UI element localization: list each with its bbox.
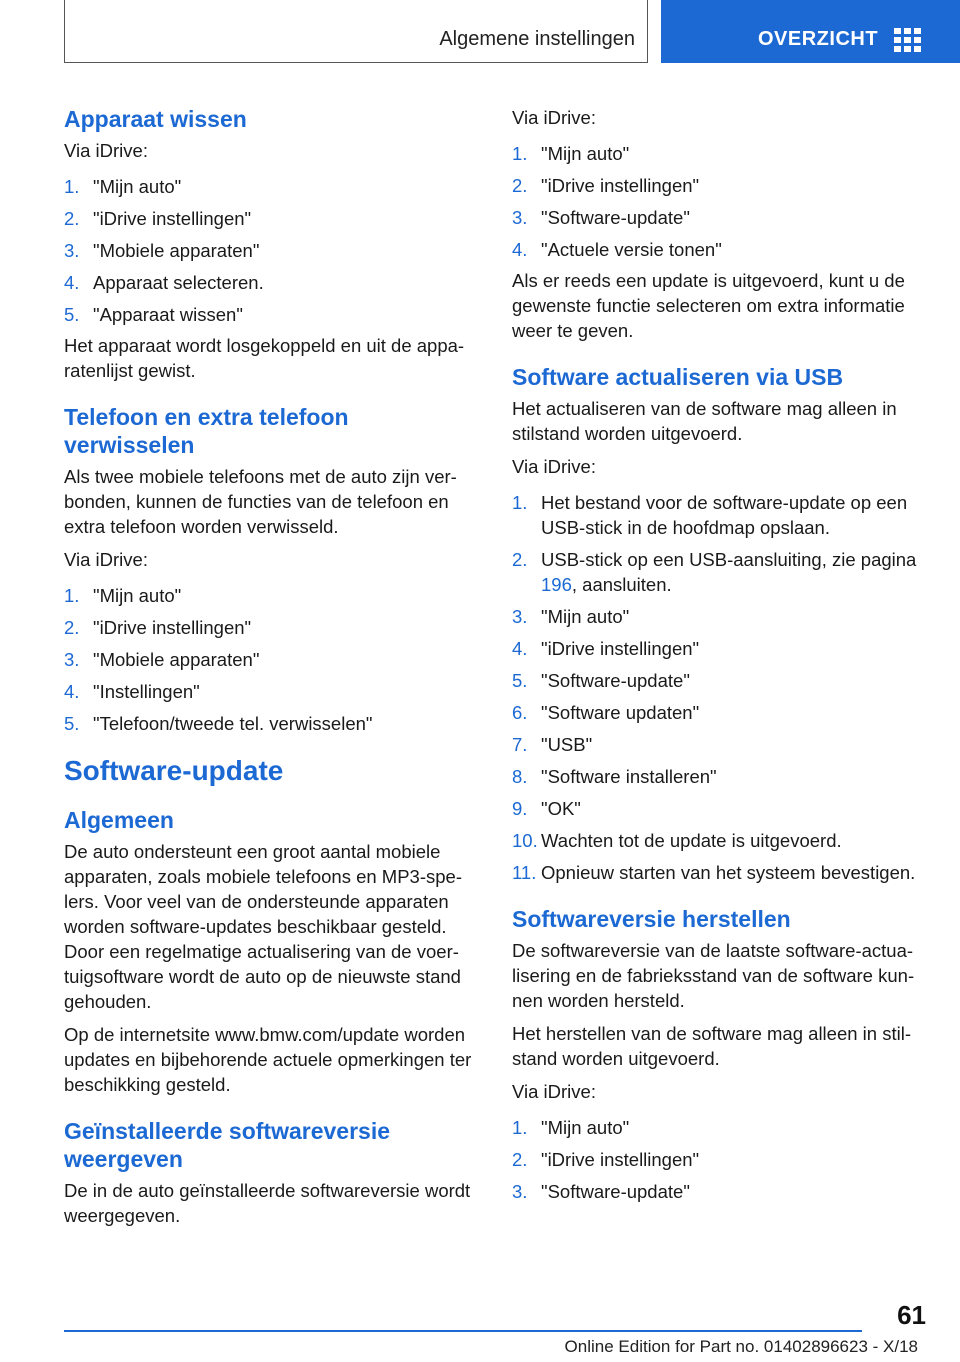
list-item [64, 270, 480, 295]
list-item: 2. USB-stick op een USB-aansluiting, zie pagina 196, aansluiten. [512, 549, 917, 595]
steps-versie-herstellen [512, 1115, 928, 1204]
step-text: "iDrive instellingen" [541, 638, 700, 659]
section-title: Algemene instellingen [439, 28, 635, 50]
step-number: 10. [512, 830, 538, 851]
list-item [64, 206, 480, 231]
step-number: 4. [512, 638, 528, 659]
via-idrive-text: Via iDrive: [64, 140, 148, 161]
list-item [64, 615, 480, 640]
list-item [64, 647, 480, 672]
header-section-tab [64, 0, 648, 63]
step-number: 3. [512, 1181, 528, 1202]
step-text: "Mijn auto" [541, 606, 630, 627]
list-item [512, 1179, 928, 1204]
list-item [64, 174, 480, 199]
step-number: 3. [512, 207, 528, 228]
list-item [512, 1115, 928, 1140]
step-text: Apparaat selecteren. [93, 272, 264, 293]
body-algemeen-2: Op de internetsite www.bmw.com/update worden updates en bijbehorende actuele opmerkingen ter beschikking gesteld. [64, 1024, 472, 1095]
step-text: "Mijn auto" [93, 585, 182, 606]
heading-apparaat-wissen: Apparaat wissen [64, 106, 247, 132]
step-number: 5. [64, 304, 80, 325]
heading-telefoon-verwisselen: Telefoon en extra telefoon verwisselen [64, 404, 349, 458]
via-idrive-text: Via iDrive: [512, 456, 596, 477]
steps-actualiseren-usb [512, 490, 928, 885]
list-item [512, 604, 928, 629]
steps-telefoon-verwisselen [64, 583, 480, 736]
step-number: 7. [512, 734, 528, 755]
list-item [512, 732, 928, 757]
list-item [512, 764, 928, 789]
step-text: "Software-update" [541, 1181, 690, 1202]
via-idrive-text: Via iDrive: [512, 107, 596, 128]
step-text: "USB" [541, 734, 593, 755]
step-text: "Mijn auto" [541, 143, 630, 164]
step-number: 1. [512, 143, 528, 164]
step-number: 1. [64, 176, 80, 197]
body-versie-herstellen-1: De softwareversie van de laatste software-actualisering en de fabrieksstand van de software kunnen worden hersteld. [512, 940, 915, 1011]
step-text: "iDrive instellingen" [541, 175, 700, 196]
footer-divider [64, 1330, 862, 1332]
via-idrive-text: Via iDrive: [64, 549, 148, 570]
footer-edition: Online Edition for Part no. 01402896623 - X/18 [564, 1337, 918, 1356]
list-item [512, 668, 928, 693]
step-text: "iDrive instellingen" [93, 208, 252, 229]
steps-versie-tonen [512, 141, 928, 262]
left-column [64, 100, 480, 1228]
list-item [512, 205, 928, 230]
step-number: 6. [512, 702, 528, 723]
step-text: "OK" [541, 798, 581, 819]
page-link-196[interactable]: 196 [541, 574, 572, 595]
step-number: 3. [512, 606, 528, 627]
step-text: "Apparaat wissen" [93, 304, 243, 325]
step-number: 5. [512, 670, 528, 691]
step-text: Opnieuw starten van het systeem bevestigen. [541, 862, 916, 883]
list-item [64, 679, 480, 704]
step-number: 1. [64, 585, 80, 606]
step-number: 4. [64, 681, 80, 702]
step-number: 2. [64, 617, 80, 638]
step-text: "Software-update" [541, 670, 690, 691]
steps-apparaat-wissen [64, 174, 480, 327]
list-item [64, 238, 480, 263]
step-text: "Mobiele apparaten" [93, 240, 260, 261]
step-text: "Software updaten" [541, 702, 700, 723]
step-text: "Instellingen" [93, 681, 200, 702]
heading-software-update: Software-update [64, 755, 284, 786]
step-number: 1. [512, 1117, 528, 1138]
list-item [64, 302, 480, 327]
grid-icon [894, 28, 922, 52]
heading-versie-herstellen: Softwareversie herstellen [512, 906, 791, 932]
step-text: "Telefoon/tweede tel. verwisselen" [93, 713, 373, 734]
body-telefoon-verwisselen: Als twee mobiele telefoons met de auto zijn verbonden, kunnen de functies van de telefoon en extra telefoon worden verwisseld. [64, 466, 457, 537]
list-item [512, 173, 928, 198]
step-number: 5. [64, 713, 80, 734]
step-number: 4. [64, 272, 80, 293]
list-item [64, 583, 480, 608]
step-text: "iDrive instellingen" [93, 617, 252, 638]
list-item [512, 860, 928, 885]
list-item [512, 700, 928, 725]
list-item [64, 711, 480, 736]
list-item [512, 1147, 928, 1172]
step-number: 2. [512, 1149, 528, 1170]
step-number: 9. [512, 798, 528, 819]
list-item [512, 828, 928, 853]
note-apparaat-wissen: Het apparaat wordt losgekoppeld en uit de apparatenlijst gewist. [64, 335, 465, 381]
body-geinstalleerde-versie: De in de auto geïnstalleerde softwareversie wordt weergegeven. [64, 1180, 471, 1226]
step-number: 4. [512, 239, 528, 260]
body-algemeen-1: De auto ondersteunt een groot aantal mobiele apparaten, zoals mobiele telefoons en MP3-spelers. Voor veel van de ondersteunde apparaten worden software-updates beschikbaar gesteld. Door een regelmatige actualisering van de voertuigsoftware wordt de auto op de nieuwste stand gehouden. [64, 841, 462, 1012]
step-text: "Mobiele apparaten" [93, 649, 260, 670]
body-versie-herstellen-2: Het herstellen van de software mag alleen in stilstand worden uitgevoerd. [512, 1023, 911, 1069]
step-text: "Mijn auto" [93, 176, 182, 197]
step-number: 2. [512, 175, 528, 196]
body-actualiseren-usb: Het actualiseren van de software mag alleen in stilstand worden uitgevoerd. [512, 398, 897, 444]
list-item [512, 141, 928, 166]
heading-geinstalleerde-versie: Geïnstalleerde softwareversie weergeven [64, 1118, 390, 1172]
list-item [512, 237, 928, 262]
step-number: 8. [512, 766, 528, 787]
step-number: 3. [64, 240, 80, 261]
overview-button[interactable] [661, 0, 960, 63]
step-number: 11. [512, 862, 537, 883]
heading-actualiseren-usb: Software actualiseren via USB [512, 364, 844, 390]
step-text: Wachten tot de update is uitgevoerd. [541, 830, 842, 851]
step-text: "iDrive instellingen" [541, 1149, 700, 1170]
page-number: 61 [897, 1300, 926, 1330]
list-item: 1. Het bestand voor de software-update op een USB-stick in de hoofdmap opslaan. [512, 492, 908, 538]
via-idrive-text: Via iDrive: [512, 1081, 596, 1102]
list-item [512, 636, 928, 661]
overview-label: OVERZICHT [758, 28, 879, 50]
heading-algemeen: Algemeen [64, 807, 174, 833]
note-versie-tonen: Als er reeds een update is uitgevoerd, kunt u de gewenste functie selecteren om extra informatie weer te geven. [512, 270, 905, 341]
step-text: "Software installeren" [541, 766, 717, 787]
step-text: "Actuele versie tonen" [541, 239, 722, 260]
step-text: "Software-update" [541, 207, 690, 228]
step-number: 2. [64, 208, 80, 229]
step-number: 3. [64, 649, 80, 670]
step-text: "Mijn auto" [541, 1117, 630, 1138]
right-column [512, 100, 928, 1211]
list-item [512, 796, 928, 821]
